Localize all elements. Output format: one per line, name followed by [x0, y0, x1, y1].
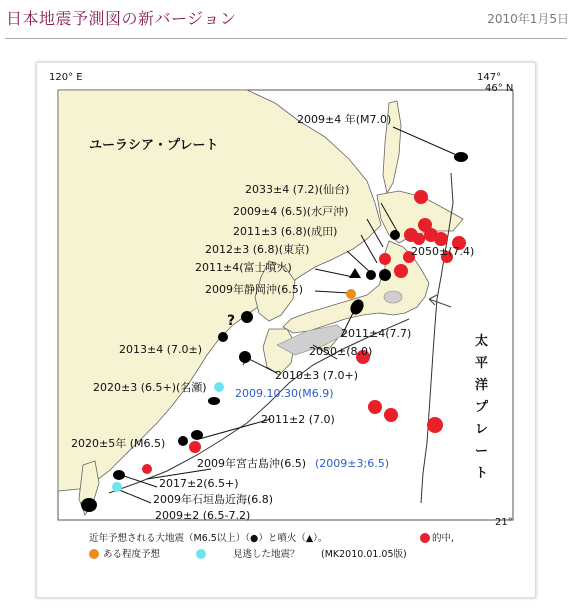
label-11: 2013±4 (7.0±) — [119, 343, 202, 356]
header-divider — [5, 38, 567, 39]
label-2: 2033±4 (7.2)(仙台) — [245, 183, 350, 196]
coord-right-top: 46° N — [485, 83, 514, 94]
coord-top-left: 120° E — [49, 72, 83, 83]
label-16: 2020±5年 (M6.5) — [71, 437, 166, 450]
post-title[interactable]: 日本地震予測図の新バージョン — [6, 9, 237, 28]
earthquake-map — [37, 63, 535, 597]
legend-orange: ある程度予想 — [103, 549, 161, 560]
label-3: 2009±4 (6.5)(水戸沖) — [233, 205, 349, 218]
label-12: 2010±3 (7.0+) — [275, 369, 358, 382]
label-20: 2009±2 (6.5-7.2) — [155, 509, 251, 522]
label-4: 2011±3 (6.8)(成田) — [233, 225, 338, 238]
legend-red-icon — [420, 533, 430, 543]
coord-top-right: 147° — [477, 72, 502, 83]
post-date: 2010年1月5日 — [487, 12, 569, 26]
label-1: 2009±4 年(M7.0) — [297, 113, 392, 126]
eurasia-plate-label: ユーラシア・プレート — [89, 138, 219, 153]
legend-hit: 的中, — [432, 533, 455, 544]
label-9: 2011±4(7.7) — [341, 327, 412, 340]
label-13: 2020±3 (6.5+)(名瀬) — [93, 381, 207, 394]
legend-line1: 近年予想される大地震（M6.5以上）（●）と噴火（▲）。 — [89, 533, 328, 544]
question-mark: ? — [227, 313, 236, 329]
orange-marker — [346, 289, 356, 299]
cyan-marker — [214, 382, 224, 392]
label-15: 2011±2 (7.0) — [261, 413, 335, 426]
label-7: 2011±4(富士噴火) — [195, 261, 292, 274]
label-17: 2009年宮古島沖(6.5) — [197, 457, 307, 470]
label-14: 2009.10.30(M6.9) — [235, 387, 334, 400]
kanto-zone — [384, 291, 402, 303]
label-8: 2009年静岡沖(6.5) — [205, 283, 304, 296]
legend-cyan: 見逃した地震？ — [233, 549, 300, 560]
legend-cyan-icon — [196, 549, 206, 559]
post-header — [0, 0, 575, 40]
label-18: 2017±2(6.5+) — [159, 477, 239, 490]
legend — [89, 532, 454, 560]
svg-text:太平洋プレート: 太平洋プレート — [475, 334, 489, 481]
earthquake-map-figure — [36, 62, 536, 598]
legend-orange-icon — [89, 549, 99, 559]
legend-version: (MK2010.01.05版) — [321, 549, 407, 560]
label-19: 2009年石垣島近海(6.8) — [153, 493, 274, 506]
label-5: 2012±3 (6.8)(東京) — [205, 243, 310, 256]
pacific-plate-label — [475, 333, 489, 481]
cyan-marker — [112, 482, 122, 492]
label-17b: (2009±3;6.5) — [315, 457, 389, 470]
label-6: 2050±(7.4) — [411, 245, 475, 258]
label-10: 2050±(8.0) — [309, 345, 373, 358]
coord-right-bottom: 21° — [495, 517, 513, 528]
